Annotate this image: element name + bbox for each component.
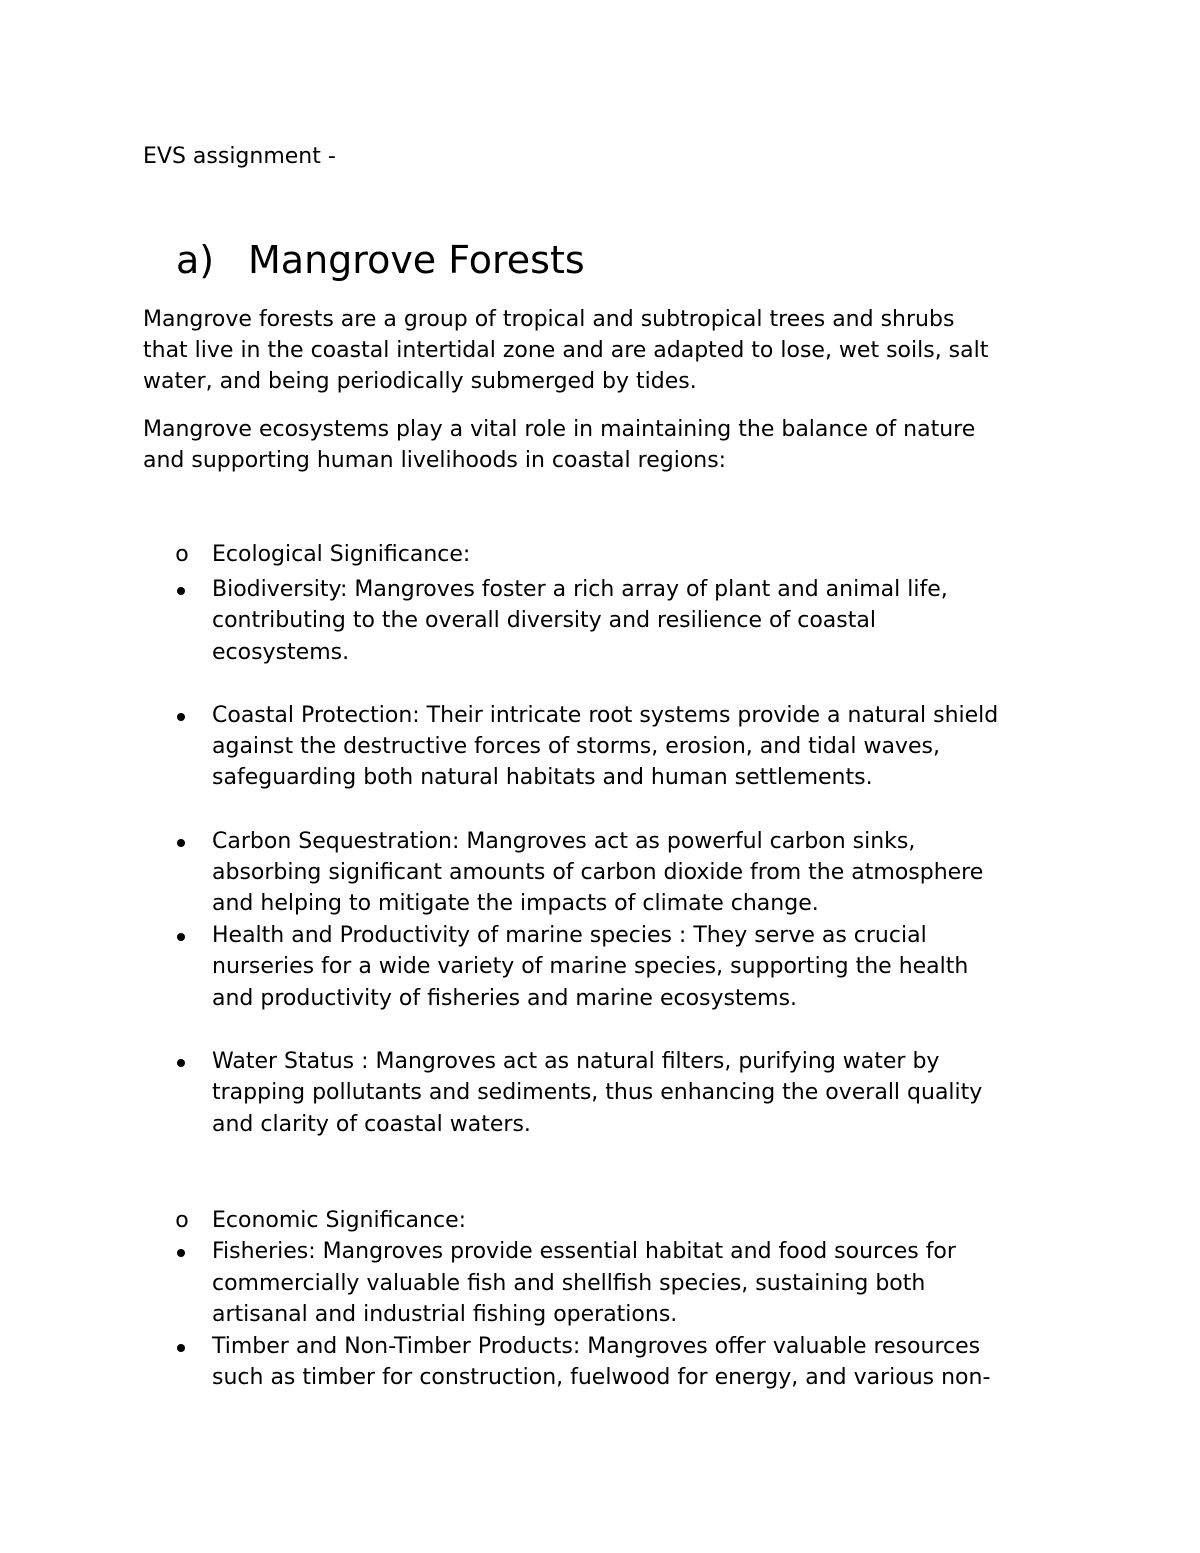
list-item-line: nurseries for a wide variety of marine species, supporting the health — [212, 954, 969, 979]
list-item-line: absorbing significant amounts of carbon dioxide from the atmosphere — [212, 860, 984, 885]
bullet-icon — [177, 1344, 185, 1352]
bullet-icon — [177, 933, 185, 941]
hollow-bullet-marker: o — [175, 1208, 189, 1233]
intro-line: water, and being periodically submerged by tides. — [143, 369, 697, 394]
list-item-line: and helping to mitigate the impacts of climate change. — [212, 891, 819, 916]
intro2-line: Mangrove ecosystems play a vital role in maintaining the balance of nature — [143, 417, 976, 442]
list-item-line: ecosystems. — [212, 640, 350, 665]
list-item-line: artisanal and industrial fishing operations. — [212, 1302, 678, 1327]
list-item-line: Water Status : Mangroves act as natural filters, purifying water by — [212, 1049, 940, 1074]
list-item-line: Carbon Sequestration: Mangroves act as powerful carbon sinks, — [212, 829, 916, 854]
list-item-line: contributing to the overall diversity and resilience of coastal — [212, 608, 876, 633]
list-item-line: Fisheries: Mangroves provide essential habitat and food sources for — [212, 1239, 956, 1264]
list-item-line: Coastal Protection: Their intricate root systems provide a natural shield — [212, 703, 999, 728]
list-item-line: Timber and Non-Timber Products: Mangroves offer valuable resources — [212, 1334, 981, 1359]
list-item-line: such as timber for construction, fuelwood for energy, and various non- — [212, 1365, 991, 1390]
bullet-icon — [177, 1059, 185, 1067]
section-heading — [176, 235, 585, 285]
list-item-line: Biodiversity: Mangroves foster a rich array of plant and animal life, — [212, 577, 948, 602]
list-item-line: against the destructive forces of storms, erosion, and tidal waves, — [212, 734, 940, 759]
list-item-line: and clarity of coastal waters. — [212, 1112, 531, 1137]
heading-title: Mangrove Forests — [248, 238, 585, 282]
heading-number: a) — [176, 238, 215, 282]
intro2-line: and supporting human livelihoods in coastal regions: — [143, 448, 727, 473]
list-item-line: Health and Productivity of marine species : They serve as crucial — [212, 923, 927, 948]
list-item-line: commercially valuable fish and shellfish species, sustaining both — [212, 1271, 926, 1296]
bullet-icon — [177, 587, 185, 595]
list-item-line: and productivity of fisheries and marine ecosystems. — [212, 986, 798, 1011]
bullet-icon — [177, 839, 185, 847]
list-item-line: trapping pollutants and sediments, thus enhancing the overall quality — [212, 1080, 983, 1105]
bullet-icon — [177, 713, 185, 721]
bullet-icon — [177, 1249, 185, 1257]
ecological-title: Ecological Significance: — [212, 542, 471, 567]
hollow-bullet-marker: o — [175, 542, 189, 567]
intro-line: Mangrove forests are a group of tropical and subtropical trees and shrubs — [143, 307, 955, 332]
list-item-line: safeguarding both natural habitats and human settlements. — [212, 765, 873, 790]
document-label: EVS assignment - — [143, 144, 336, 169]
economic-title: Economic Significance: — [212, 1208, 467, 1233]
intro-line: that live in the coastal intertidal zone and are adapted to lose, wet soils, salt — [143, 338, 989, 363]
